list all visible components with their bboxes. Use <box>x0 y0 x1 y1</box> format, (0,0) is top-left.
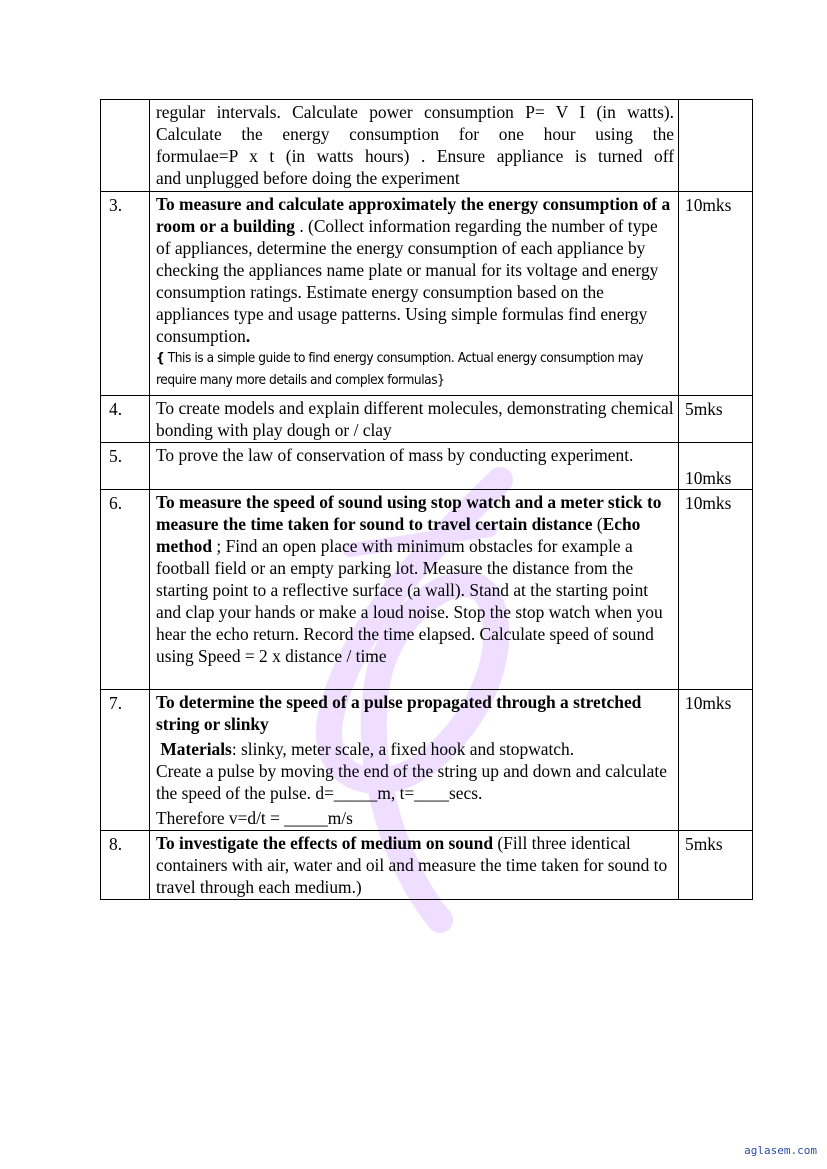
row-marks: 5mks <box>679 831 753 900</box>
row-marks: 10mks <box>679 192 753 396</box>
activity-title: To investigate the effects of medium on sound <box>156 833 494 853</box>
note-brace: { <box>156 350 165 366</box>
row-description <box>150 690 679 831</box>
activity-body-end: . <box>245 326 251 346</box>
row-number: 5. <box>101 443 150 490</box>
activity-title: To measure the speed of sound using stop watch and a meter stick to measure the time taken for sound to travel certain distance <box>156 492 662 534</box>
row-marks-value: 10mks <box>685 468 732 488</box>
activity-body: Create a pulse by moving the end of the string up and down and calculate the speed of the pulse. d=_____m, t=____secs. <box>156 761 667 803</box>
activity-body: ; Find an open place with minimum obstacles for example a football field or an empty parking lot. Measure the distance from the starting point to a reflective surface (a wall). Stand at the starting point and clap your hands or make a loud noise. Stop the stop watch when you hear the echo return. Record the time elapsed. Calculate speed of sound using Speed = 2 x distance / time <box>156 536 663 666</box>
row-description: To prove the law of conservation of mass by conducting experiment. <box>150 443 679 490</box>
activity-body: . (Collect information regarding the number of type of appliances, determine the energy consumption of each appliance by checking the appliances name plate or manual for its voltage and energy consumption ratings. Estimate energy consumption based on the appliances type and usage patterns. Using simple formulas find energy consumption <box>156 216 659 346</box>
table-row <box>101 490 753 690</box>
row-number: 7. <box>101 690 150 831</box>
row-marks: 10mks <box>679 490 753 690</box>
row-description <box>150 831 679 900</box>
row-description <box>150 100 679 192</box>
text-line: regular intervals. Calculate power consumption P= V I (in watts). <box>156 102 674 122</box>
row-marks <box>679 100 753 192</box>
materials-label: Materials <box>160 739 232 759</box>
materials-text: : slinky, meter scale, a fixed hook and stopwatch. <box>231 739 575 759</box>
row-marks <box>679 443 753 490</box>
footer-site: aglasem.com <box>744 1144 817 1157</box>
row-number <box>101 100 150 192</box>
text-line: Calculate the energy consumption for one hour using the <box>156 124 674 144</box>
row-number: 3. <box>101 192 150 396</box>
activity-title: To measure and calculate approximately the energy consumption of a room or a building <box>156 194 671 236</box>
row-marks: 10mks <box>679 690 753 831</box>
text-line: and unplugged before doing the experiment <box>156 168 460 188</box>
activity-method: Echo method <box>156 514 641 556</box>
table-row <box>101 396 753 443</box>
row-description <box>150 192 679 396</box>
activity-formula: Therefore v=d/t = _____m/s <box>156 808 353 828</box>
activity-note <box>156 347 674 391</box>
table-row <box>101 831 753 900</box>
row-description <box>150 490 679 690</box>
activity-body: (Fill three identical containers with air, water and oil and measure the time taken for sound to travel through each medium.) <box>156 833 668 897</box>
activity-title: To determine the speed of a pulse propagated through a stretched string or slinky <box>156 692 642 734</box>
table-row <box>101 192 753 396</box>
note-text: This is a simple guide to find energy consumption. Actual energy consumption may require many more details and complex formulas} <box>156 350 643 388</box>
row-number: 4. <box>101 396 150 443</box>
row-number: 6. <box>101 490 150 690</box>
row-marks: 5mks <box>679 396 753 443</box>
text-line: formulae=P x t (in watts hours) . Ensure appliance is turned off <box>156 146 674 166</box>
activity-mid: ( <box>592 514 603 534</box>
practical-work-table <box>100 99 753 900</box>
row-description: To create models and explain different molecules, demonstrating chemical bonding with play dough or / clay <box>150 396 679 443</box>
materials-line <box>156 738 674 760</box>
table-row <box>101 443 753 490</box>
row-number: 8. <box>101 831 150 900</box>
table-row <box>101 690 753 831</box>
table-row <box>101 100 753 192</box>
